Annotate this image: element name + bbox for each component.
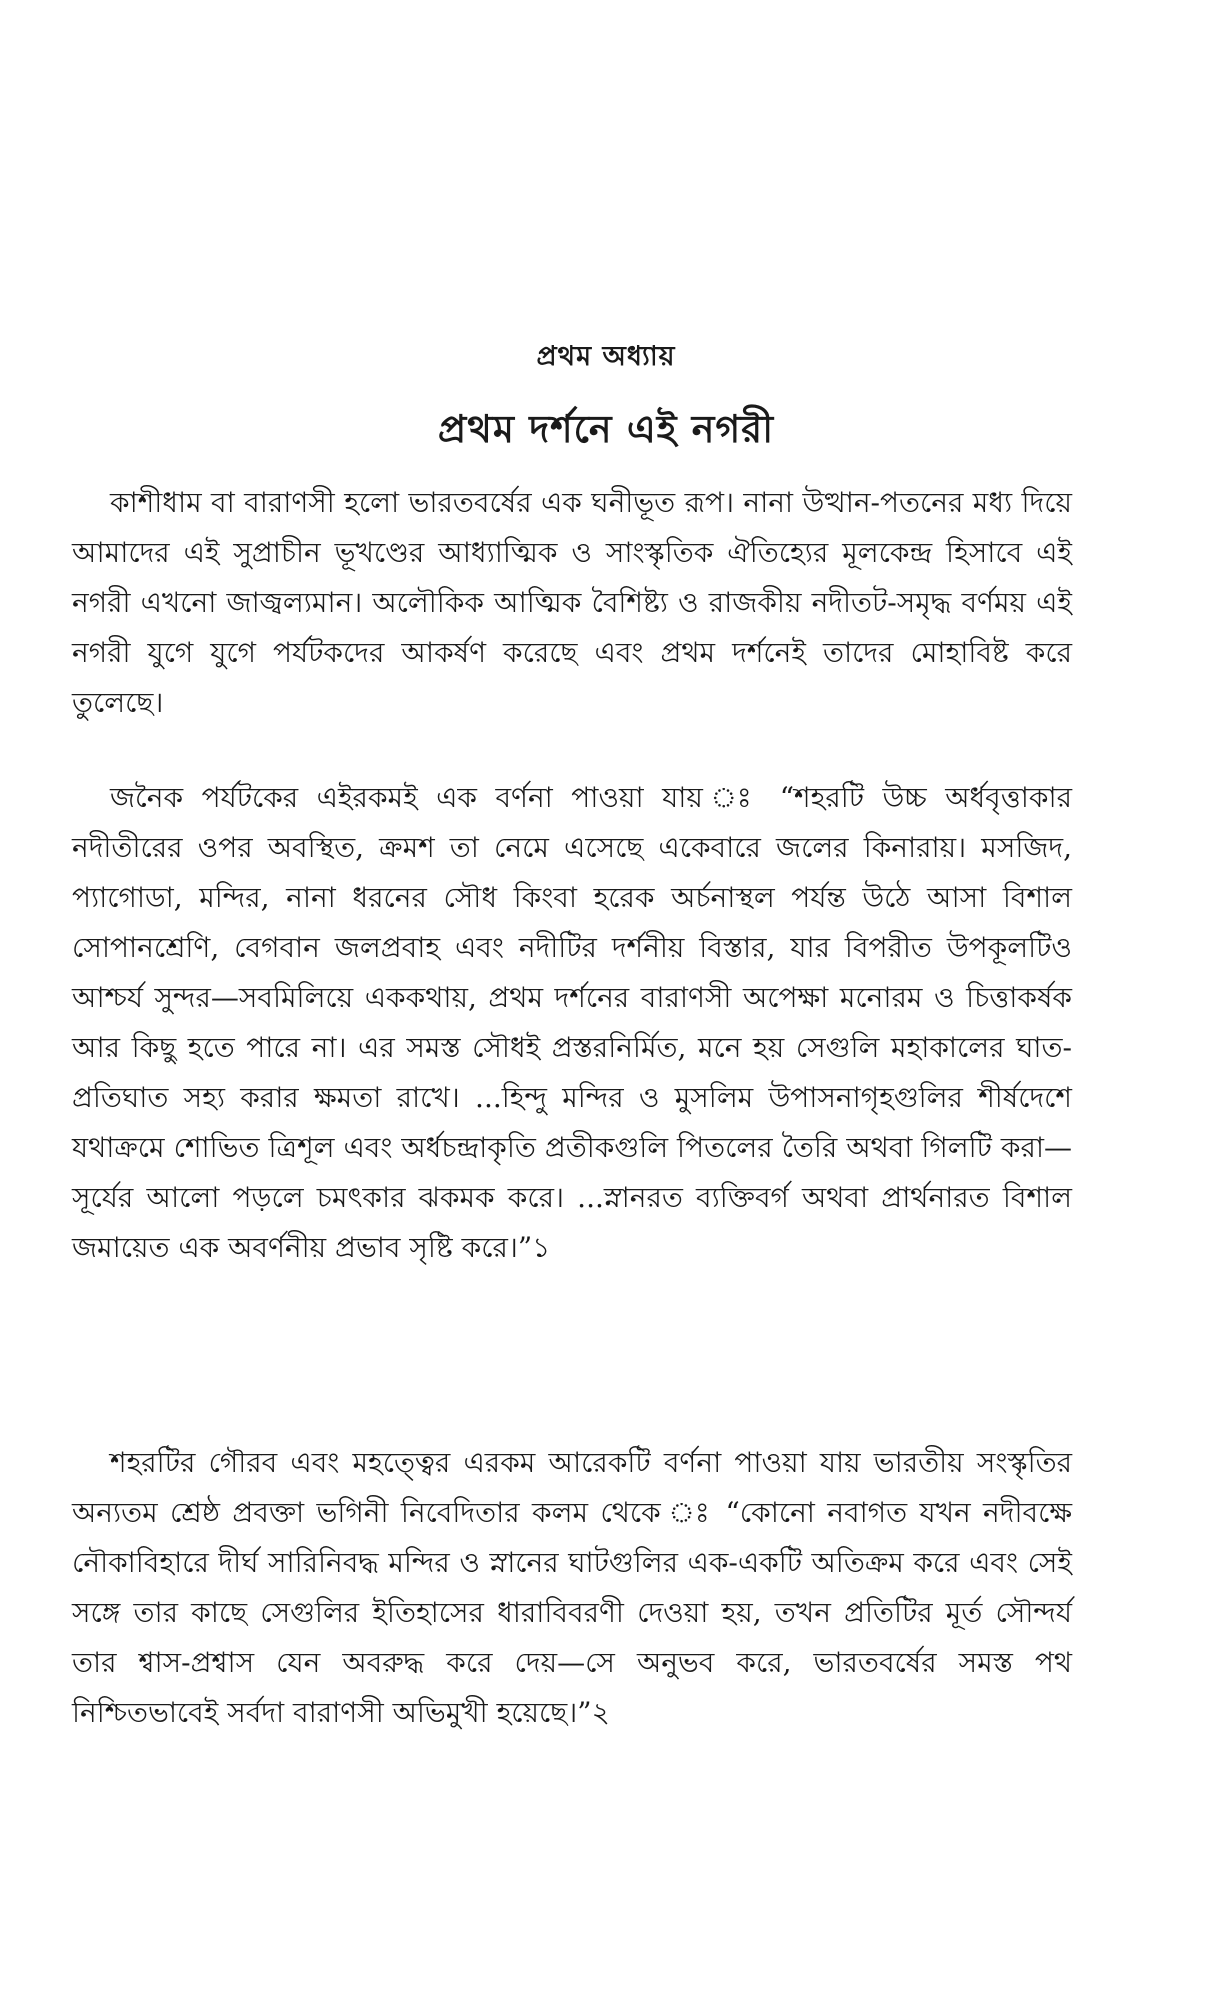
paragraph-1: কাশীধাম বা বারাণসী হলো ভারতবর্ষের এক ঘনীভূত রূপ। নানা উত্থান-পতনের মধ্য দিয়ে আমাদের এই সুপ্রাচীন ভূখণ্ডের আধ্যাত্মিক ও সাংস্কৃতিক ঐতিহ্যের মূলকেন্দ্র হিসাবে এই নগরী এখনো জাজ্বল্যমান। অলৌকিক আত্মিক বৈশিষ্ট্য ও রাজকীয় নদীতট-সমৃদ্ধ বর্ণময় এই নগরী যুগে যুগে পর্যটকদের আকর্ষণ করেছে এবং প্রথম দর্শনেই তাদের মোহাবিষ্ট করে তুলেছে। (72, 486, 1072, 719)
chapter-label: প্রথম অধ্যায় (536, 341, 676, 372)
paragraph-2: জনৈক পর্যটকের এইরকমই এক বর্ণনা পাওয়া যায় ঃ “শহরটি উচ্চ অর্ধবৃত্তাকার নদীতীরের ওপর অবস্থিত, ক্রমশ তা নেমে এসেছে একেবারে জলের কিনারায়। মসজিদ, প্যাগোডা, মন্দির, নানা ধরনের সৌধ কিংবা হরেক অর্চনাস্থল পর্যন্ত উঠে আসা বিশাল সোপানশ্রেণি, বেগবান জলপ্রবাহ এবং নদীটির দর্শনীয় বিস্তার, যার বিপরীত উপকূলটিও আশ্চর্য সুন্দর—সবমিলিয়ে এককথায়, প্রথম দর্শনের বারাণসী অপেক্ষা মনোরম ও চিত্তাকর্ষক আর কিছু হতে পারে না। এর সমস্ত সৌধই প্রস্তরনির্মিত, মনে হয় সেগুলি মহাকালের ঘাত-প্রতিঘাত সহ্য করার ক্ষমতা রাখে। ...হিন্দু মন্দির ও মুসলিম উপাসনাগৃহগুলির শীর্ষদেশে যথাক্রমে শোভিত ত্রিশূল এবং অর্ধচন্দ্রাকৃতি প্রতীকগুলি পিতলের তৈরি অথবা গিলটি করা—সূর্যের আলো পড়লে চমৎকার ঝকমক করে। ...স্নানরত ব্যক্তিবর্গ অথবা প্রার্থনারত বিশাল জমায়েত এক অবর্ণনীয় প্রভাব সৃষ্টি করে।”১ (72, 781, 1072, 1264)
chapter-title: প্রথম দর্শনে এই নগরী (437, 406, 775, 451)
paragraph-3: শহরটির গৌরব এবং মহত্ত্বের এরকম আরেকটি বর্ণনা পাওয়া যায় ভারতীয় সংস্কৃতির অন্যতম শ্রেষ্ঠ প্রবক্তা ভগিনী নিবেদিতার কলম থেকে ঃ “কোনো নবাগত যখন নদীবক্ষে নৌকাবিহারে দীর্ঘ সারিনিবদ্ধ মন্দির ও স্নানের ঘাটগুলির এক-একটি অতিক্রম করে এবং সেই সঙ্গে তার কাছে সেগুলির ইতিহাসের ধারাবিবরণী দেওয়া হয়, তখন প্রতিটির মূর্ত সৌন্দর্য তার শ্বাস-প্রশ্বাস যেন অবরুদ্ধ করে দেয়—সে অনুভব করে, ভারতবর্ষের সমস্ত পথ নিশ্চিতভাবেই সর্বদা বারাণসী অভিমুখী হয়েছে।”২ (72, 1446, 1072, 1729)
